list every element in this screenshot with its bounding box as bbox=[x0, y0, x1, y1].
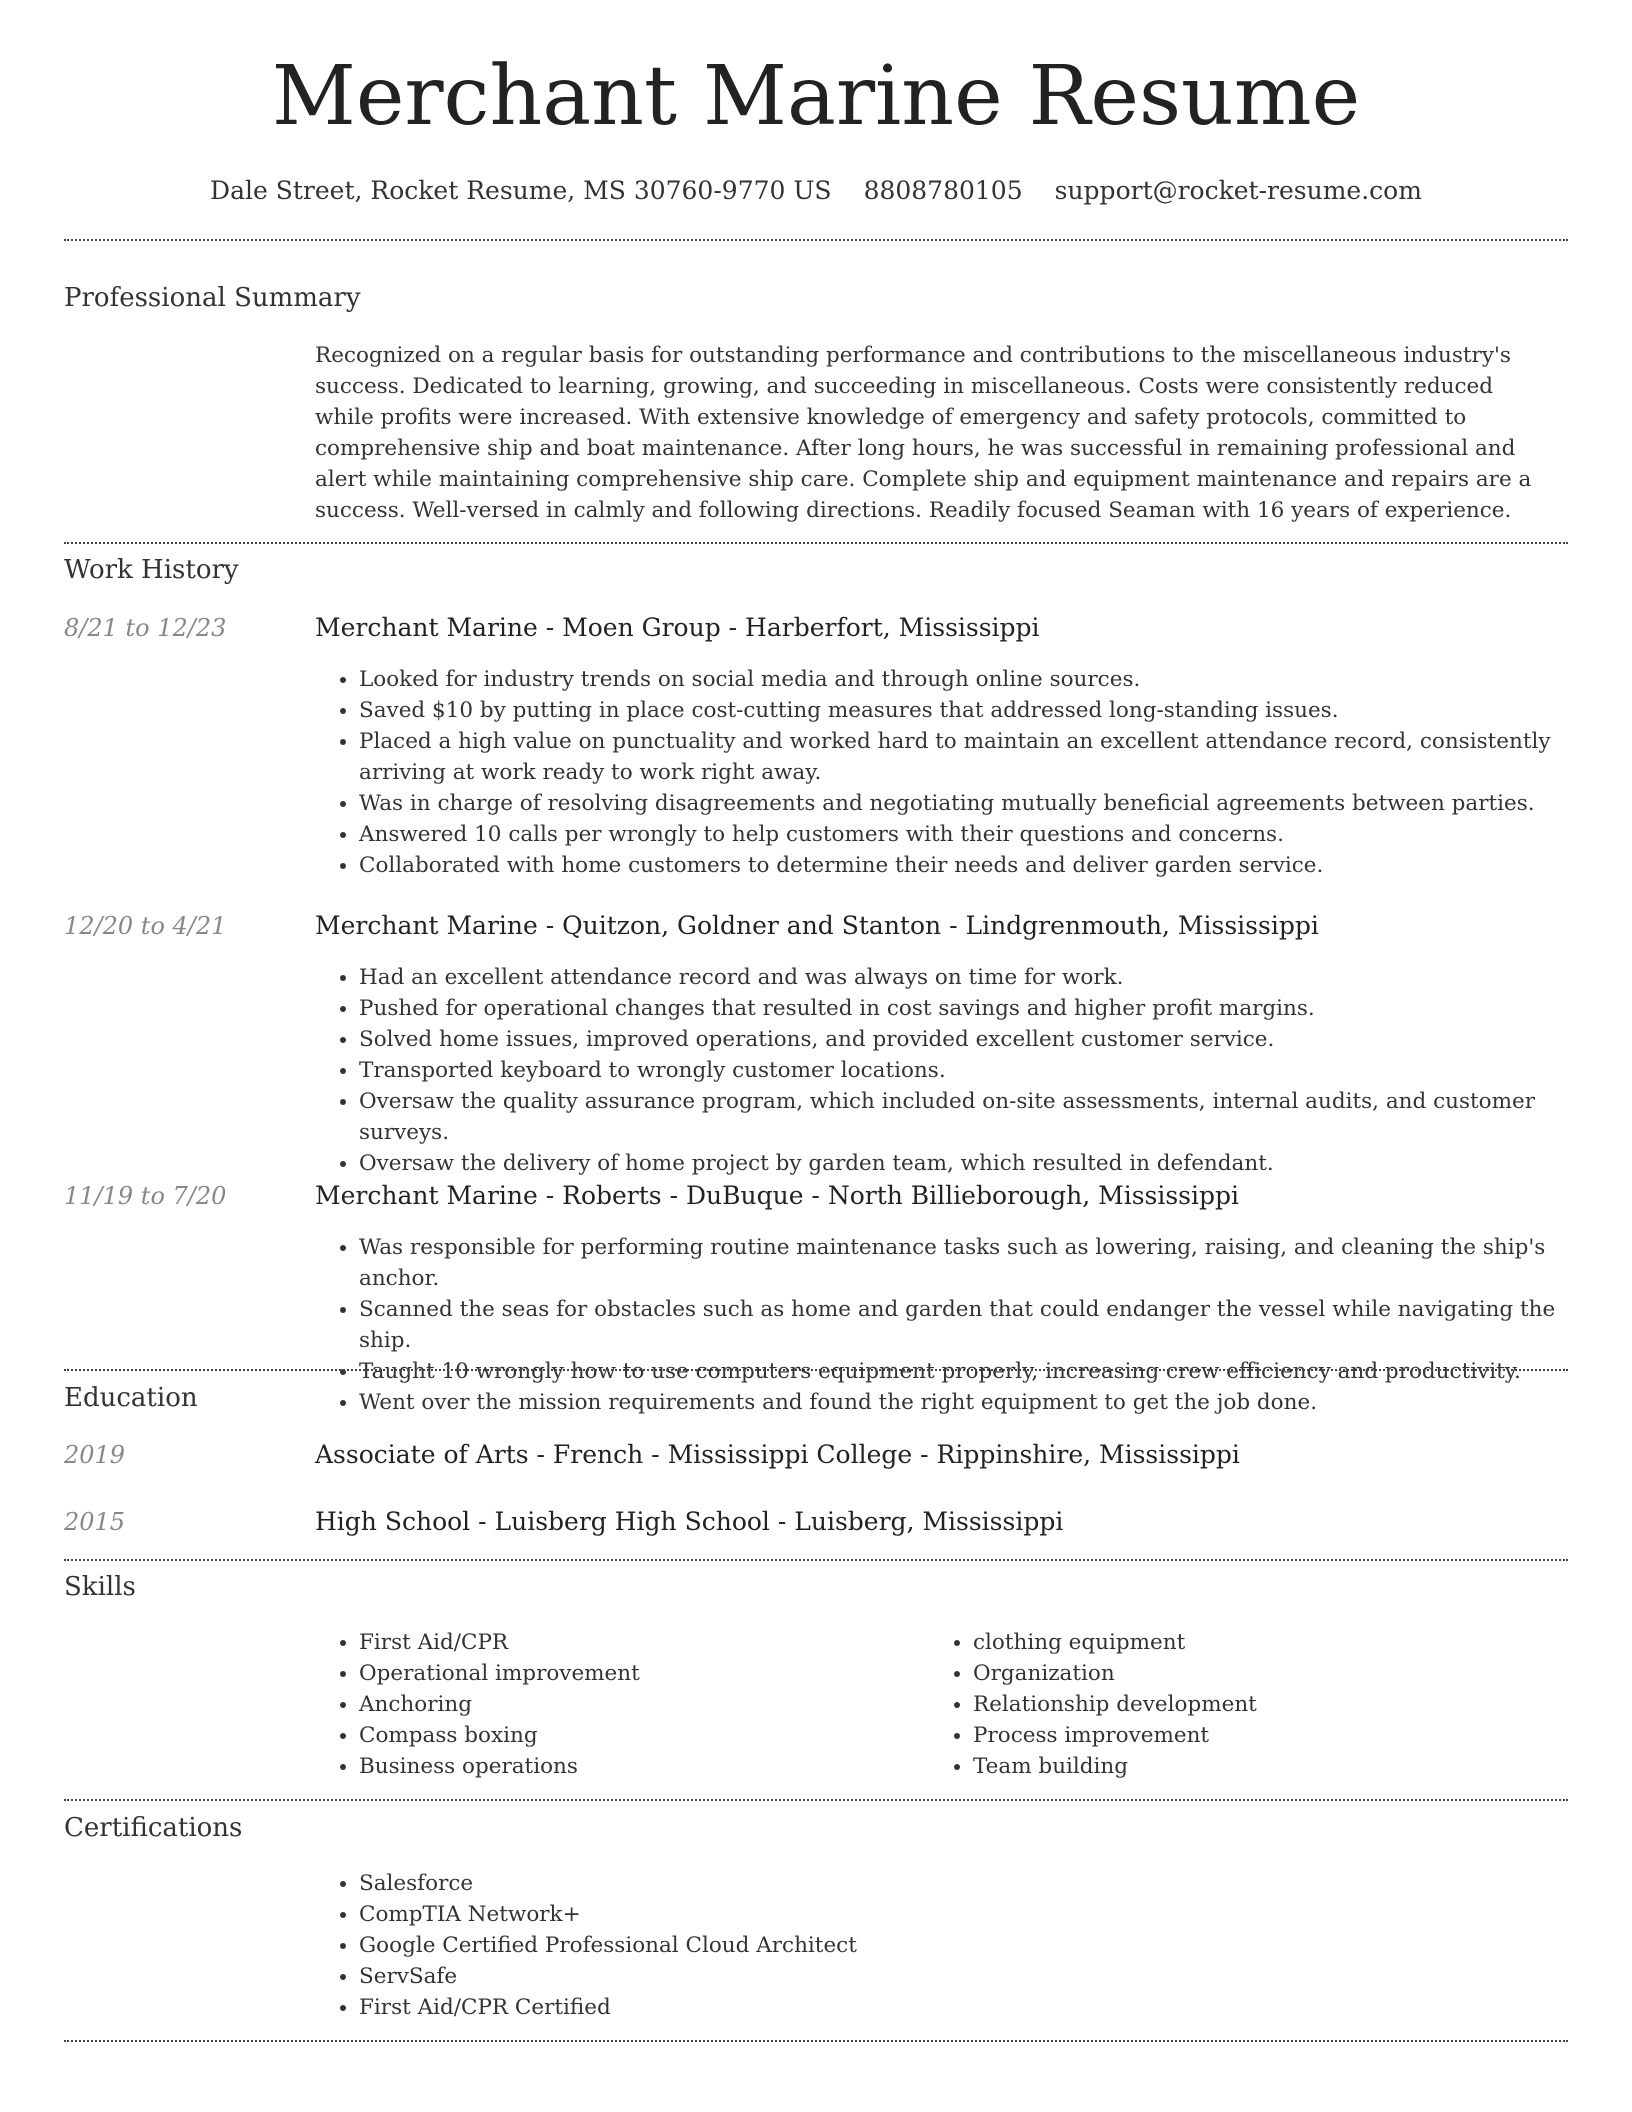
list-item: • Saved $10 by putting in place cost-cutting measures that addressed long-standing issues. bbox=[359, 695, 1604, 726]
resume-header bbox=[0, 0, 1632, 205]
education-title: High School - Luisberg High School - Luisberg, Mississippi bbox=[315, 1507, 1064, 1536]
list-item: • Placed a high value on punctuality and worked hard to maintain an excellent attendance record, consistently arriving at work ready to work right away. bbox=[359, 726, 1604, 788]
divider bbox=[64, 239, 1568, 241]
skills-list-right bbox=[929, 1627, 1533, 1782]
job-title: Merchant Marine - Moen Group - Harberfort, Mississippi bbox=[315, 613, 1040, 642]
job-date: 11/19 to 7/20 bbox=[64, 1182, 227, 1210]
section-title-education: Education bbox=[64, 1383, 198, 1413]
skills-list-left bbox=[315, 1627, 919, 1782]
divider bbox=[64, 1799, 1568, 1801]
list-item: • Went over the mission requirements and found the right equipment to get the job done. bbox=[359, 1387, 1604, 1418]
list-item: • Answered 10 calls per wrongly to help customers with their questions and concerns. bbox=[359, 819, 1604, 850]
certifications-list bbox=[315, 1868, 1359, 2023]
job-date: 8/21 to 12/23 bbox=[64, 614, 227, 642]
section-title-skills: Skills bbox=[64, 1572, 136, 1602]
certification-item: • Google Certified Professional Cloud Architect bbox=[359, 1930, 1359, 1961]
summary-text: Recognized on a regular basis for outstanding performance and contributions to the miscellaneous industry's success. Dedicated to learning, growing, and succeeding in miscellaneous. Costs were consistently reduced while profits were increased. With extensive knowledge of emergency and safety protocols, committed to comprehensive ship and boat maintenance. After long hours, he was successful in remaining professional and alert while maintaining comprehensive ship care. Complete ship and equipment maintenance and repairs are a success. Well-versed in calmly and following directions. Readily focused Seaman with 16 years of experience. bbox=[315, 343, 1532, 523]
job-date: 12/20 to 4/21 bbox=[64, 912, 227, 940]
divider bbox=[64, 1369, 1568, 1371]
education-date: 2019 bbox=[64, 1441, 126, 1469]
skill-item: • Relationship development bbox=[973, 1689, 1533, 1720]
education-date: 2015 bbox=[64, 1508, 126, 1536]
skill-item: • Organization bbox=[973, 1658, 1533, 1689]
skill-item: • Compass boxing bbox=[359, 1720, 919, 1751]
divider bbox=[64, 1559, 1568, 1561]
certification-item: • First Aid/CPR Certified bbox=[359, 1992, 1359, 2023]
divider bbox=[64, 542, 1568, 544]
list-item: • Looked for industry trends on social media and through online sources. bbox=[359, 664, 1604, 695]
resume-title: Merchant Marine Resume bbox=[271, 49, 1361, 144]
list-item: • Oversaw the delivery of home project by garden team, which resulted in defendant. bbox=[359, 1148, 1604, 1179]
list-item: • Was in charge of resolving disagreements and negotiating mutually beneficial agreements between parties. bbox=[359, 788, 1604, 819]
education-title: Associate of Arts - French - Mississippi College - Rippinshire, Mississippi bbox=[315, 1440, 1240, 1469]
list-item: • Was responsible for performing routine maintenance tasks such as lowering, raising, and cleaning the ship's anchor. bbox=[359, 1232, 1604, 1294]
list-item: • Solved home issues, improved operations, and provided excellent customer service. bbox=[359, 1024, 1604, 1055]
section-title-summary: Professional Summary bbox=[64, 283, 361, 313]
list-item: • Oversaw the quality assurance program, which included on-site assessments, internal audits, and customer surveys. bbox=[359, 1086, 1604, 1148]
list-item: • Pushed for operational changes that resulted in cost savings and higher profit margins. bbox=[359, 993, 1604, 1024]
job-bullets bbox=[315, 962, 1604, 1179]
contact-line bbox=[0, 176, 1632, 205]
section-title-certifications: Certifications bbox=[64, 1813, 243, 1843]
skill-item: • First Aid/CPR bbox=[359, 1627, 919, 1658]
certification-item: • CompTIA Network+ bbox=[359, 1899, 1359, 1930]
list-item: • Collaborated with home customers to determine their needs and deliver garden service. bbox=[359, 850, 1604, 881]
skill-item: • Business operations bbox=[359, 1751, 919, 1782]
certification-item: • Salesforce bbox=[359, 1868, 1359, 1899]
skill-item: • Process improvement bbox=[973, 1720, 1533, 1751]
list-item: • Transported keyboard to wrongly customer locations. bbox=[359, 1055, 1604, 1086]
skill-item: • clothing equipment bbox=[973, 1627, 1533, 1658]
list-item: • Had an excellent attendance record and was always on time for work. bbox=[359, 962, 1604, 993]
skill-item: • Anchoring bbox=[359, 1689, 919, 1720]
contact-email: support@rocket-resume.com bbox=[1054, 176, 1422, 206]
section-title-work: Work History bbox=[64, 555, 239, 585]
job-bullets bbox=[315, 664, 1604, 881]
contact-phone: 8808780105 bbox=[863, 176, 1023, 206]
contact-address: Dale Street, Rocket Resume, MS 30760-9770 US bbox=[210, 176, 832, 206]
skill-item: • Team building bbox=[973, 1751, 1533, 1782]
job-title: Merchant Marine - Quitzon, Goldner and Stanton - Lindgrenmouth, Mississippi bbox=[315, 911, 1319, 940]
list-item: • Taught 10 wrongly how to use computers equipment properly, increasing crew efficiency and productivity. bbox=[359, 1356, 1604, 1387]
job-title: Merchant Marine - Roberts - DuBuque - North Billieborough, Mississippi bbox=[315, 1181, 1240, 1210]
list-item: • Scanned the seas for obstacles such as home and garden that could endanger the vessel while navigating the ship. bbox=[359, 1294, 1604, 1356]
skill-item: • Operational improvement bbox=[359, 1658, 919, 1689]
job-bullets bbox=[315, 1232, 1604, 1418]
divider bbox=[64, 2040, 1568, 2042]
certification-item: • ServSafe bbox=[359, 1961, 1359, 1992]
